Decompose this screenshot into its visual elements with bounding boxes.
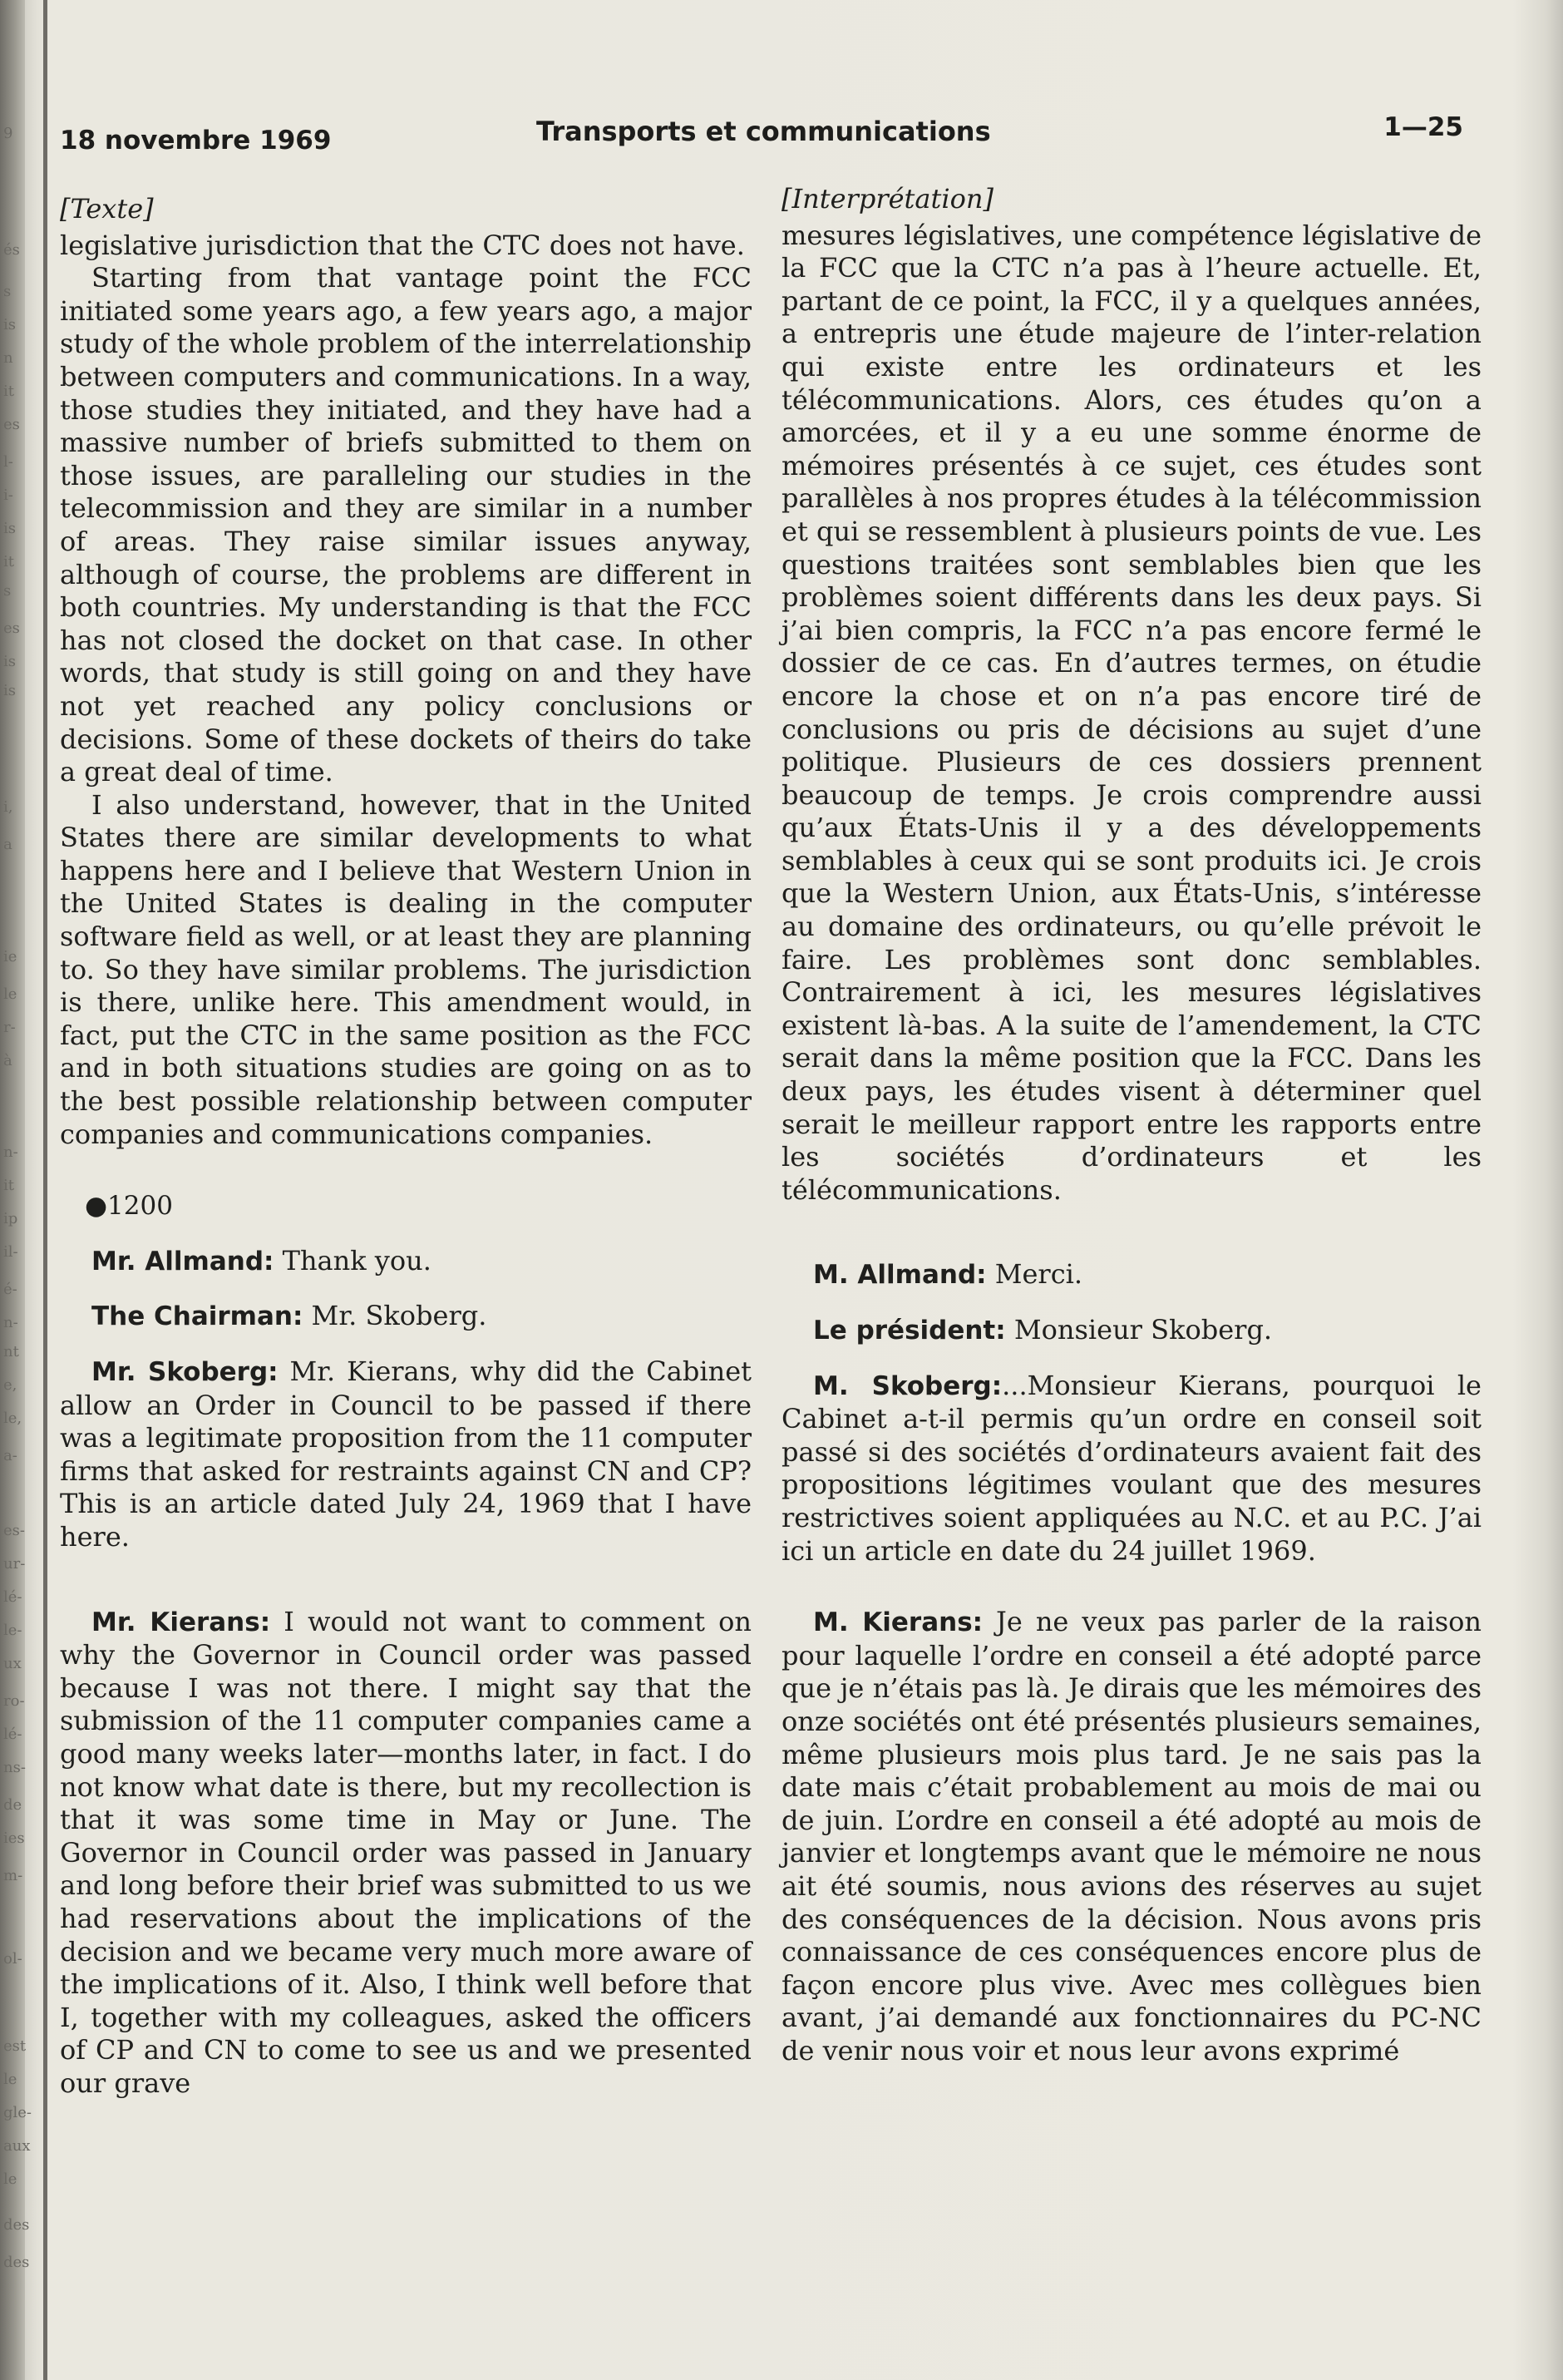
binding-shadow-rule bbox=[43, 0, 47, 2380]
facing-page-fragment: s bbox=[3, 283, 12, 300]
facing-page-fragment: le, bbox=[3, 1410, 22, 1427]
facing-page-fragment: ur- bbox=[3, 1555, 26, 1573]
page-header bbox=[60, 112, 1463, 162]
facing-page-fragment: aux bbox=[3, 2137, 31, 2155]
facing-page-fragment: s bbox=[3, 582, 12, 600]
facing-page-fragment: ies bbox=[3, 1829, 25, 1847]
facing-page-fragment: it bbox=[3, 383, 14, 400]
french-turn-kierans bbox=[782, 1606, 1482, 2067]
facing-page-fragment: il- bbox=[3, 1243, 18, 1261]
facing-page-fragment: es bbox=[3, 416, 20, 433]
english-turn-allmand bbox=[60, 1245, 752, 1279]
facing-page-fragment: lé- bbox=[3, 1588, 22, 1606]
facing-page-fragment: m- bbox=[3, 1867, 23, 1884]
facing-page-fragment: it bbox=[3, 553, 14, 570]
facing-page-fragment: l- bbox=[3, 453, 13, 471]
french-turn-allmand bbox=[782, 1258, 1482, 1292]
speaker-name: Le président: bbox=[813, 1316, 1006, 1346]
facing-page-fragment: ol- bbox=[3, 1950, 22, 1968]
english-turn-chairman bbox=[60, 1300, 752, 1334]
speech-text: Je ne veux pas parler de la raison pour laquelle l’ordre en conseil a été adopté parce que je n’étais pas là. Je dirais que les mémoires des onze sociétés ont été présentés plusieurs semaines, même plusieurs mois plus tard. Je ne sais pas la date mais c’était probablement au mois de mai ou de juin. L’ordre en conseil a été adopté au mois de janvier et longtemps avant que le mémoire ne nous ait été soumis, nous avions des réserves au sujet des conséquences de la décision. Nous avons pris connaissance de ces conséquences encore plus de façon encore plus vive. Avec mes collègues bien avant, j’ai demandé aux fonctionnaires du PC-NC de venir nous voir et nous leur avons exprimé bbox=[782, 1606, 1482, 2066]
speech-text: Merci. bbox=[986, 1258, 1083, 1291]
speaker-name: Mr. Kierans: bbox=[91, 1607, 271, 1637]
column-label-english: [Texte] bbox=[60, 193, 154, 225]
french-turn-president bbox=[782, 1314, 1482, 1348]
facing-page-fragment: le bbox=[3, 2071, 17, 2088]
facing-page-fragment: es bbox=[3, 620, 20, 637]
facing-page-fragment: le bbox=[3, 985, 17, 1003]
facing-page-fragment: it bbox=[3, 1177, 14, 1194]
facing-page-fragment: n bbox=[3, 349, 13, 367]
facing-page-fragment: n- bbox=[3, 1143, 18, 1161]
english-paragraph-3: I also understand, however, that in the United States there are similar developments to what happens here and I believe that Western Union in the United States is dealing in the computer software field as well, or at least they are planning to. So they have similar problems. The jurisdiction is there, unlike here. This amendment would, in fact, put the CTC in the same position as the FCC and in both situations studies are going on as to the best possible relationship between computer companies and communications companies. bbox=[60, 788, 752, 1150]
column-label-french: [Interprétation] bbox=[782, 183, 994, 215]
facing-page-fragment: é- bbox=[3, 1281, 17, 1298]
time-marker bbox=[60, 1189, 752, 1223]
facing-page-fragment: ux bbox=[3, 1655, 22, 1672]
facing-page-fragment: és bbox=[3, 241, 20, 259]
english-turn-kierans bbox=[60, 1606, 752, 2101]
facing-page-fragment: e, bbox=[3, 1376, 17, 1394]
speaker-name: Mr. Allmand: bbox=[91, 1246, 274, 1276]
speaker-name: M. Skoberg: bbox=[813, 1370, 1003, 1401]
facing-page-fragment: ro- bbox=[3, 1692, 25, 1710]
facing-page-fragment: is bbox=[3, 316, 16, 333]
facing-page-fragment: ie bbox=[3, 948, 17, 965]
facing-page-fragment: de bbox=[3, 1796, 22, 1814]
english-paragraph-2: Starting from that vantage point the FCC initiated some years ago, a few years ago, a major study of the whole problem of the interrelationship between computers and communications. In a way, those studies they initiated, and they have had a massive number of briefs submitted to them on those issues, are paralleling our studies in the telecommission and they are similar in a number of areas. They raise similar issues anyway, although of course, the problems are different in both countries. My understanding is that the FCC has not closed the docket on that case. In other words, that study is still going on and they have not yet reached any policy conclusions or decisions. Some of these dockets of theirs do take a great deal of time. bbox=[60, 262, 752, 788]
english-column bbox=[60, 193, 752, 2100]
facing-page-fragment: le- bbox=[3, 1622, 22, 1639]
facing-page-fragment: nt bbox=[3, 1343, 19, 1360]
facing-page-fragment: est bbox=[3, 2037, 27, 2055]
speaker-name: M. Kierans: bbox=[813, 1607, 984, 1638]
facing-page-fragment: i- bbox=[3, 486, 13, 504]
facing-page-fragment: a bbox=[3, 836, 12, 853]
facing-page-fragment: 9 bbox=[3, 125, 13, 142]
facing-page-fragment: ip bbox=[3, 1210, 18, 1227]
header-date: 18 novembre 1969 bbox=[60, 126, 332, 156]
facing-page-fragment: le bbox=[3, 2170, 17, 2188]
header-title: Transports et communications bbox=[536, 116, 991, 147]
facing-page-fragment: lé- bbox=[3, 1726, 22, 1743]
speaker-name: The Chairman: bbox=[91, 1301, 303, 1332]
facing-page-fragment: is bbox=[3, 682, 16, 699]
facing-page-fragment: ns- bbox=[3, 1759, 26, 1776]
english-paragraph-1: legislative jurisdiction that the CTC does not have. bbox=[60, 229, 745, 261]
facing-page-fragment: des bbox=[3, 2216, 30, 2234]
facing-page-fragment: r- bbox=[3, 1019, 16, 1036]
speech-text: Mr. Kierans, why did the Cabinet allow an Order in Council to be passed if there was a legitimate proposition from the 11 computer firms that asked for restraints against CN and CP? This is an article dated July 24, 1969 that I have here. bbox=[60, 1355, 752, 1553]
facing-page-fragment: es- bbox=[3, 1522, 25, 1539]
speech-text: ...Monsieur Kierans, pourquoi le Cabinet a-t-il permis qu’un ordre en conseil soit passé si des sociétés d’ordinateurs avaient fait des propositions légitimes voulant que des mesures restrictives soient appliquées au N.C. et au P.C. J’ai ici un article en date du 24 juillet 1969. bbox=[782, 1369, 1482, 1567]
speaker-name: Mr. Skoberg: bbox=[91, 1357, 279, 1387]
facing-page-fragment: gle- bbox=[3, 2104, 32, 2121]
facing-page-fragment: is bbox=[3, 520, 16, 537]
speech-text: Monsieur Skoberg. bbox=[1005, 1314, 1273, 1346]
speaker-name: M. Allmand: bbox=[813, 1260, 987, 1291]
speech-text: Thank you. bbox=[274, 1244, 431, 1276]
facing-page-fragment: is bbox=[3, 653, 16, 670]
english-turn-skoberg bbox=[60, 1355, 752, 1554]
speech-text: I would not want to comment on why the Governor in Council order was passed because I was not there. I might say that the submission of the 11 computer companies came a good many weeks later—months later, in fact. I do not know what date is there, but my recollection is that it was some time in May or June. The Governor in Council order was passed in January and long before their brief was submitted to us we had reservations about the implications of the decision and we became very much more aware of the implications of it. Also, I think well before that I, together with my colleagues, asked the officers of CP and CN to come to see us and we presented our grave bbox=[60, 1605, 752, 2099]
page-number: 1—25 bbox=[1383, 112, 1463, 142]
speech-text: Mr. Skoberg. bbox=[303, 1300, 487, 1332]
facing-page-fragment: a- bbox=[3, 1447, 17, 1464]
facing-page-fragment: à bbox=[3, 1052, 12, 1069]
french-turn-skoberg bbox=[782, 1370, 1482, 1568]
time-marker-text: ●1200 bbox=[85, 1191, 173, 1222]
facing-page-fragment: i, bbox=[3, 798, 13, 816]
facing-page-fragment: des bbox=[3, 2254, 30, 2271]
facing-page-fragment: n- bbox=[3, 1314, 18, 1331]
french-paragraph-1: mesures législatives, une compétence législative de la FCC que la CTC n’a pas à l’heure actuelle. Et, partant de ce point, la FCC, il y a quelques années, a entrepris une étude majeure de l’inter-relation qui existe entre les ordinateurs et les télécommunications. Alors, ces études qu’on a amorcées, et il y a eu une somme énorme de mémoires présentés à ce sujet, ces études sont parallèles à nos propres études à la télécommission et qui se ressemblent à plusieurs points de vue. Les questions traitées sont semblables bien que les problèmes soient différents dans les deux pays. Si j’ai bien compris, la FCC n’a pas encore fermé le dossier de ce cas. En d’autres termes, on étudie encore la chose et on n’a pas encore tiré de conclusions ou pris de décisions au sujet d’une politique. Plusieurs de ces dossiers prennent beaucoup de temps. Je crois comprendre aussi qu’aux États-Unis il y a des développements semblables à ceux qui se sont produits ici. Je crois que la Western Union, aux États-Unis, s’intéresse au domaine des ordinateurs, ou qu’elle prévoit le faire. Les problèmes sont donc semblables. Contrairement à ici, les mesures législatives existent là-bas. A la suite de l’amendement, la CTC serait dans la même position que la FCC. Dans les deux pays, les études visent à déterminer quel serait le meilleur rapport entre les rapports entre les sociétés d’ordinateurs et les télécommunications. bbox=[782, 219, 1482, 1206]
french-column bbox=[782, 183, 1482, 2067]
